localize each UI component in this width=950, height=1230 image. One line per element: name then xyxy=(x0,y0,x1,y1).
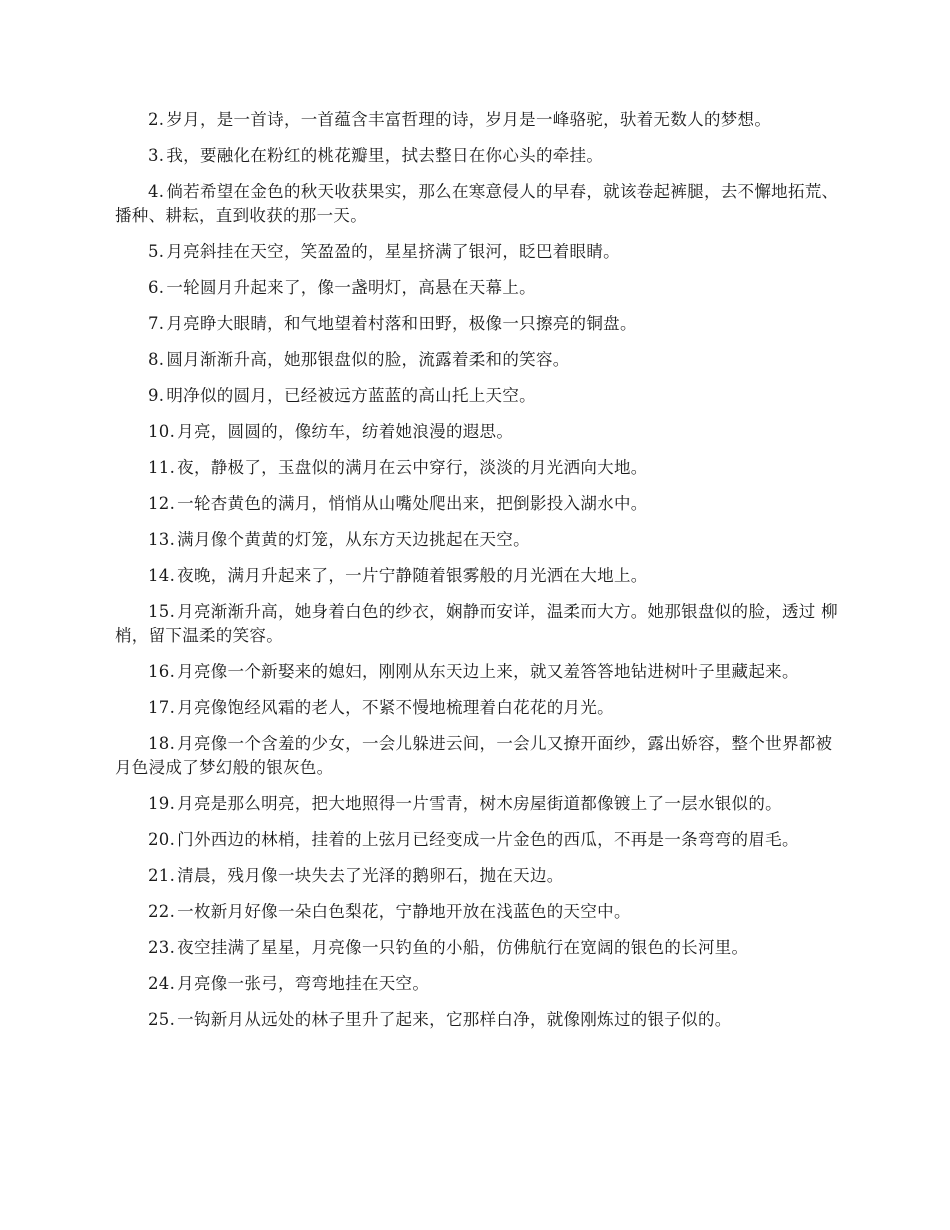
item-number: 6. xyxy=(148,278,165,297)
sentence-item-7 xyxy=(115,312,840,336)
item-number: 19. xyxy=(148,794,176,813)
item-text: 月亮像一个含羞的少女，一会儿躲进云间，一会儿又撩开面纱，露出娇容，整个世界都被月色浸成了梦幻般的银灰色。 xyxy=(115,734,833,777)
item-number: 20. xyxy=(148,830,176,849)
sentence-item-21 xyxy=(115,864,840,888)
sentence-item-6 xyxy=(115,276,840,300)
item-text: 门外西边的林梢，挂着的上弦月已经变成一片金色的西瓜，不再是一条弯弯的眉毛。 xyxy=(177,830,799,849)
item-number: 17. xyxy=(148,698,176,717)
sentence-item-20 xyxy=(115,828,840,852)
sentence-item-17 xyxy=(115,696,840,720)
item-text: 月亮睁大眼睛，和气地望着村落和田野，极像一只擦亮的铜盘。 xyxy=(166,314,637,333)
item-text: 倘若希望在金色的秋天收获果实，那么在寒意侵人的早春，就该卷起裤腿，去不懈地拓荒、播种、耕耘，直到收获的那一天。 xyxy=(115,182,839,225)
item-text: 一轮杏黄色的满月，悄悄从山嘴处爬出来，把倒影投入湖水中。 xyxy=(177,494,648,513)
item-number: 24. xyxy=(148,974,176,993)
item-number: 21. xyxy=(148,866,176,885)
item-text: 夜晚，满月升起来了，一片宁静随着银雾般的月光洒在大地上。 xyxy=(177,566,648,585)
item-text: 岁月，是一首诗，一首蕴含丰富哲理的诗，岁月是一峰骆驼，驮着无数人的梦想。 xyxy=(166,110,772,129)
sentence-item-14 xyxy=(115,564,840,588)
item-text: 我，要融化在粉红的桃花瓣里，拭去整日在你心头的牵挂。 xyxy=(166,146,604,165)
sentence-item-9 xyxy=(115,384,840,408)
item-number: 16. xyxy=(148,662,176,681)
item-text: 月亮斜挂在天空，笑盈盈的，星星挤满了银河，眨巴着眼睛。 xyxy=(166,242,620,261)
item-number: 8. xyxy=(148,350,165,369)
item-text: 满月像个黄黄的灯笼，从东方天边挑起在天空。 xyxy=(177,530,530,549)
item-number: 4. xyxy=(148,182,165,201)
sentence-item-4 xyxy=(115,180,840,228)
item-number: 5. xyxy=(148,242,165,261)
item-number: 9. xyxy=(148,386,165,405)
item-number: 2. xyxy=(148,110,165,129)
sentence-item-22 xyxy=(115,900,840,924)
sentence-item-23 xyxy=(115,936,840,960)
sentence-item-19 xyxy=(115,792,840,816)
sentence-item-2 xyxy=(115,108,840,132)
item-number: 13. xyxy=(148,530,176,549)
item-text: 圆月渐渐升高，她那银盘似的脸，流露着柔和的笑容。 xyxy=(166,350,570,369)
item-number: 18. xyxy=(148,734,176,753)
sentence-item-10 xyxy=(115,420,840,444)
item-number: 3. xyxy=(148,146,165,165)
sentence-item-24 xyxy=(115,972,840,996)
item-text: 月亮，圆圆的，像纺车，纺着她浪漫的遐思。 xyxy=(177,422,514,441)
item-text: 月亮像饱经风霜的老人，不紧不慢地梳理着白花花的月光。 xyxy=(177,698,614,717)
item-text: 一轮圆月升起来了，像一盏明灯，高悬在天幕上。 xyxy=(166,278,536,297)
sentence-item-11 xyxy=(115,456,840,480)
item-text: 月亮像一张弓，弯弯地挂在天空。 xyxy=(177,974,430,993)
item-number: 23. xyxy=(148,938,176,957)
sentence-item-13 xyxy=(115,528,840,552)
sentence-item-8 xyxy=(115,348,840,372)
item-text: 清晨，残月像一块失去了光泽的鹅卵石，抛在天边。 xyxy=(177,866,564,885)
item-number: 10. xyxy=(148,422,176,441)
item-number: 14. xyxy=(148,566,176,585)
item-text: 夜空挂满了星星，月亮像一只钓鱼的小船，仿佛航行在宽阔的银色的长河里。 xyxy=(177,938,749,957)
sentence-item-12 xyxy=(115,492,840,516)
item-number: 15. xyxy=(148,602,176,621)
item-text: 一枚新月好像一朵白色梨花，宁静地开放在浅蓝色的天空中。 xyxy=(177,902,631,921)
item-number: 12. xyxy=(148,494,176,513)
item-text: 月亮渐渐升高，她身着白色的纱衣，娴静而安详，温柔而大方。她那银盘似的脸，透过 柳梢，留下温柔的笑容。 xyxy=(115,602,838,645)
sentence-item-18 xyxy=(115,732,840,780)
sentence-item-3 xyxy=(115,144,840,168)
item-text: 月亮像一个新娶来的媳妇，刚刚从东天边上来，就又羞答答地钻进树叶子里藏起来。 xyxy=(177,662,799,681)
item-text: 一钩新月从远处的林子里升了起来，它那样白净，就像刚炼过的银子似的。 xyxy=(177,1010,732,1029)
item-text: 夜，静极了，玉盘似的满月在云中穿行，淡淡的月光洒向大地。 xyxy=(177,458,648,477)
item-text: 明净似的圆月，已经被远方蓝蓝的高山托上天空。 xyxy=(166,386,536,405)
item-text: 月亮是那么明亮，把大地照得一片雪青，树木房屋街道都像镀上了一层水银似的。 xyxy=(177,794,782,813)
sentence-item-25 xyxy=(115,1008,840,1032)
item-number: 7. xyxy=(148,314,165,333)
item-number: 11. xyxy=(148,458,176,477)
sentence-item-15 xyxy=(115,600,840,648)
item-number: 25. xyxy=(148,1010,176,1029)
sentence-item-5 xyxy=(115,240,840,264)
item-number: 22. xyxy=(148,902,176,921)
sentence-item-16 xyxy=(115,660,840,684)
